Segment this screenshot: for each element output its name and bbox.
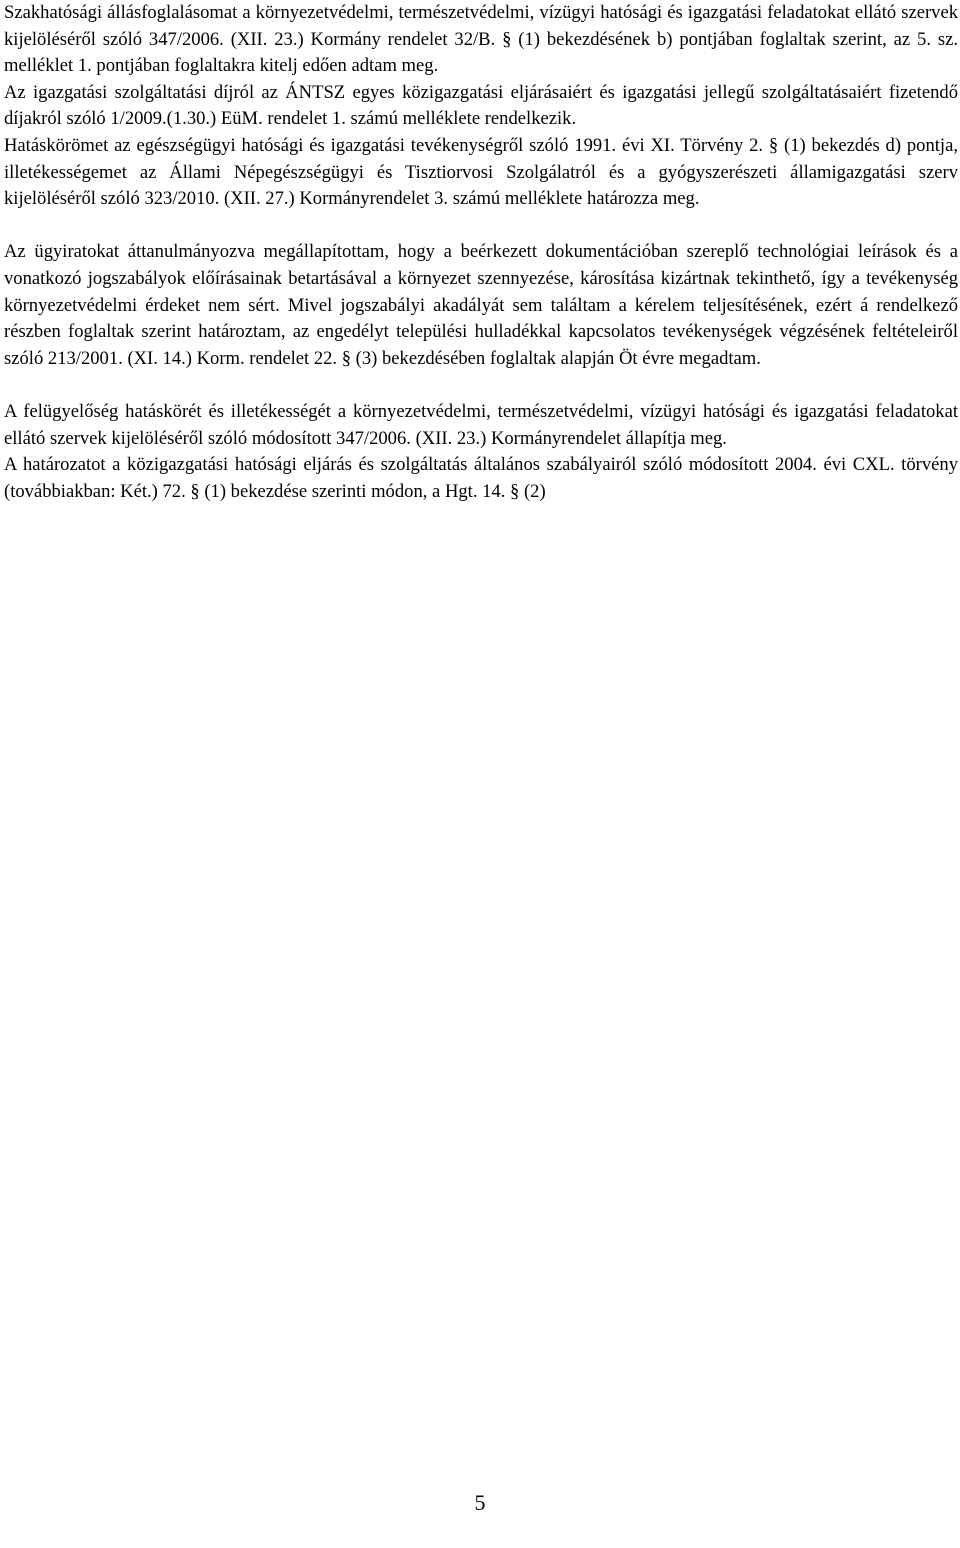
document-page (4, 0, 958, 505)
paragraph-spacer (4, 372, 958, 399)
paragraph-szakhatosagi: Szakhatósági állásfoglalásomat a környezetvédelmi, természetvédelmi, vízügyi hatósági és igazgatási feladatokat ellátó szervek kijelöléséről szóló 347/2006. (XII. 23.) Kormány rendelet 32/B. § (1) bekezdésének b) pontjában foglaltak szerint, az 5. sz. melléklet 1. pontjában foglaltakra kitelj edően adtam meg. (4, 2, 958, 77)
paragraph-ugyiratok: Az ügyiratokat áttanulmányozva megállapítottam, hogy a beérkezett dokumentációban szereplő technológiai leírások és a vonatkozó jogszabályok előírásainak betartásával a környezet szennyezése, károsítása kizártnak tekinthető, így a tevékenység környezetvédelmi érdeket nem sért. Mivel jogszabályi akadályát sem találtam a kérelem teljesítésének, ezért á rendelkező részben foglaltak szerint határoztam, az engedélyt települési hulladékkal kapcsolatos tevékenységek végzésének feltételeiről szóló 213/2001. (XI. 14.) Korm. rendelet 22. § (3) bekezdésében foglaltak alapján Öt évre megadtam. (4, 241, 958, 369)
paragraph-hatarozat: A határozatot a közigazgatási hatósági eljárás és szolgáltatás általános szabályairól szóló módosított 2004. évi CXL. törvény (továbbiakban: Két.) 72. § (1) bekezdése szerinti módon, a Hgt. 14. § (2) (4, 454, 958, 502)
paragraph-felugyeloseg: A felügyelőség hatáskörét és illetékességét a környezetvédelmi, természetvédelmi, vízügyi hatósági és igazgatási feladatokat ellátó szervek kijelöléséről szóló módosított 347/2006. (XII. 23.) Kormányrendelet állapítja meg. (4, 400, 958, 449)
paragraph-spacer (4, 213, 958, 240)
page-number: 5 (474, 1490, 486, 1515)
paragraph-hataskor: Hatáskörömet az egészségügyi hatósági és igazgatási tevékenységről szóló 1991. évi XI. Törvény 2. § (1) bekezdés d) pontja, illetékességemet az Állami Népegészségügyi és Tisztiorvosi Szolgálatról és a gyógyszerészeti államigazgatási szerv kijelöléséről szóló 323/2010. (XII. 27.) Kormányrendelet 3. számú melléklete határozza meg. (4, 134, 958, 210)
paragraph-igazgatasi-dij: Az igazgatási szolgáltatási díjról az ÁNTSZ egyes közigazgatási eljárásaiért és igazgatási jellegű szolgáltatásaiért fizetendő díjakról szóló 1/2009.(1.30.) EüM. rendelet 1. számú melléklete rendelkezik. (4, 81, 958, 130)
